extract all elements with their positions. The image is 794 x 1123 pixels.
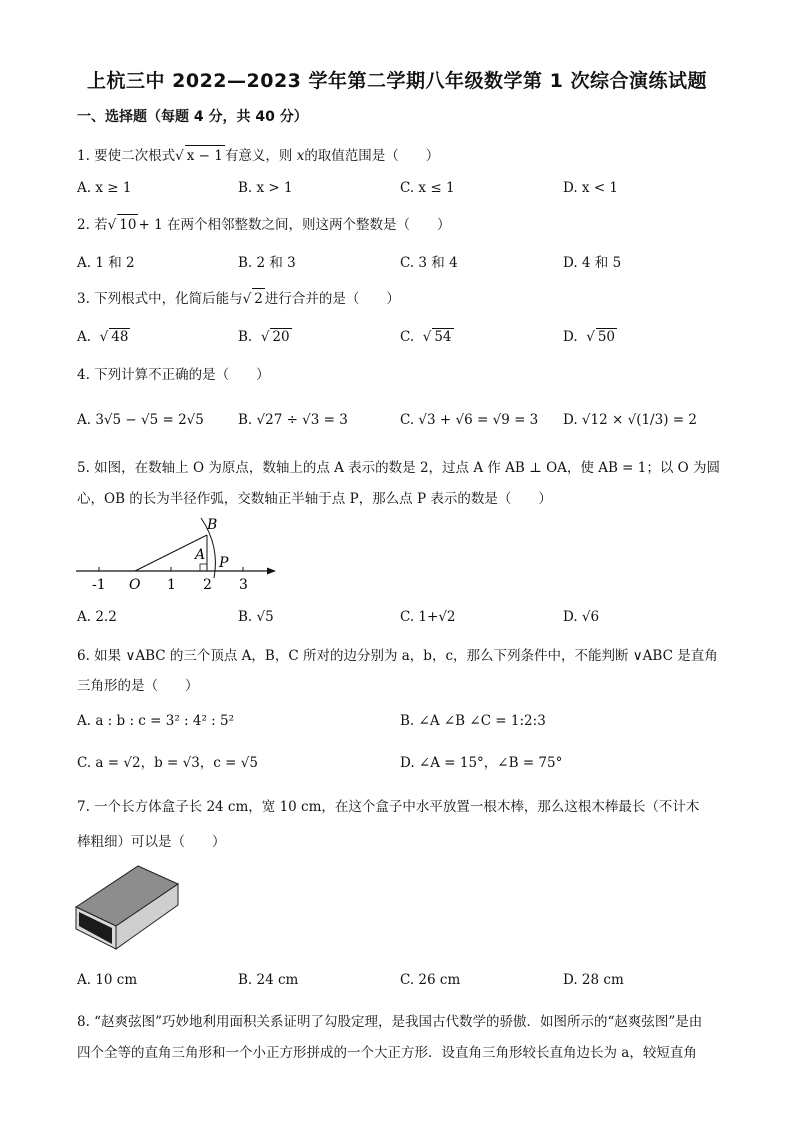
- question-6-line2: 三角形的是（ ）: [77, 678, 199, 694]
- q1-option-b: B. x > 1: [238, 180, 293, 196]
- question-8-line2: 四个全等的直角三角形和一个小正方形拼成的一个大正方形．设直角三角形较长直角边长为 a，较短直角: [77, 1045, 697, 1061]
- label-1: 1: [167, 577, 176, 593]
- question-7-line1: 7. 一个长方体盒子长 24 cm，宽 10 cm，在这个盒子中水平放置一根木棒，那么这根木棒最长（不计木: [77, 799, 700, 815]
- sqrt-icon: √: [175, 148, 184, 164]
- q1-stem-b: 有意义，则: [224, 148, 293, 164]
- question-6-line1: 6. 如果 ∨ABC 的三个顶点 A，B，C 所对的边分别为 a，b，c，那么下列条件中，不能判断 ∨ABC 是直角: [77, 648, 718, 664]
- section-heading: 一、选择题（每题 4 分，共 40 分）: [77, 109, 308, 125]
- question-8-line1: 8. “赵爽弦图”巧妙地利用面积关系证明了勾股定理，是我国古代数学的骄傲．如图所示的“赵爽弦图”是由: [77, 1014, 703, 1030]
- q1-option-c: C. x ≤ 1: [400, 180, 455, 196]
- q3-radicand-a: 48: [111, 329, 129, 345]
- label-A: A: [195, 547, 206, 563]
- q3-label-a: A.: [77, 329, 92, 345]
- q7-option-b: B. 24 cm: [238, 972, 299, 988]
- q3-option-b: B. √ 20: [238, 329, 290, 345]
- q6-option-b: B. ∠A ∠B ∠C = 1:2:3: [400, 713, 546, 729]
- axis-arrow-icon: [267, 568, 276, 575]
- q3-radicand-c: 54: [434, 329, 452, 345]
- label-minus1: -1: [92, 577, 106, 593]
- q1-radicand: x − 1: [185, 145, 225, 166]
- question-4: 4. 下列计算不正确的是（ ）: [77, 367, 270, 383]
- q3-stem-a: 3. 下列根式中，化简后能与: [77, 291, 243, 307]
- question-1: [77, 145, 439, 166]
- q3-label-b: B.: [238, 329, 253, 345]
- q3-radicand-d: 50: [597, 329, 616, 345]
- q4-option-d: D. √12 × √(1/3) = 2: [563, 412, 697, 428]
- q7-option-d: D. 28 cm: [563, 972, 624, 988]
- label-3: 3: [239, 577, 248, 593]
- label-P: P: [219, 555, 229, 571]
- q5-option-a: A. 2.2: [77, 609, 117, 625]
- question-2: [77, 214, 450, 235]
- label-B: B: [207, 517, 218, 533]
- q5-option-b: B. √5: [238, 609, 274, 625]
- q1-var: x: [296, 148, 305, 164]
- q3-option-c: C. √ 54: [400, 329, 452, 345]
- q2-option-a: A. 1 和 2: [77, 255, 135, 271]
- question-3: [77, 288, 400, 309]
- q4-option-a: A. 3√5 − √5 = 2√5: [77, 412, 204, 428]
- q1-option-d: D. x < 1: [563, 180, 619, 196]
- q2-radicand: 10: [117, 214, 138, 235]
- sqrt-icon: √: [107, 217, 117, 233]
- q5-option-c: C. 1+√2: [400, 609, 456, 625]
- q3-label-c: C.: [400, 329, 415, 345]
- q2-option-c: C. 3 和 4: [400, 255, 458, 271]
- q2-stem-a: 2. 若: [77, 217, 108, 233]
- q7-option-a: A. 10 cm: [77, 972, 138, 988]
- q3-label-d: D.: [563, 329, 578, 345]
- q2-option-b: B. 2 和 3: [238, 255, 296, 271]
- label-O: O: [129, 577, 141, 593]
- q6-option-d: D. ∠A = 15°，∠B = 75°: [400, 755, 563, 771]
- q3-option-a: A. √ 48: [77, 329, 129, 345]
- question-5-line1: 5. 如图，在数轴上 O 为原点，数轴上的点 A 表示的数是 2，过点 A 作 AB ⊥ OA，使 AB = 1；以 O 为圆: [77, 460, 721, 476]
- q2-option-d: D. 4 和 5: [563, 255, 622, 271]
- q3-radicand-b: 20: [272, 329, 290, 345]
- q3-option-d: D. √ 50: [563, 329, 616, 345]
- cuboid-box-figure: [72, 860, 222, 955]
- page-title: 上杭三中 2022—2023 学年第二学期八年级数学第 1 次综合演练试题: [87, 70, 707, 92]
- q1-stem-a: 1. 要使二次根式: [77, 148, 176, 164]
- q1-stem-c: 的取值范围是（ ）: [304, 148, 440, 164]
- q5-option-d: D. √6: [563, 609, 600, 625]
- number-line-figure: [70, 512, 285, 594]
- right-angle-mark: [200, 564, 207, 571]
- label-2: 2: [203, 577, 212, 593]
- q3-stem-b: 进行合并的是（ ）: [264, 291, 400, 307]
- question-5-line2: 心，OB 的长为半径作弧，交数轴正半轴于点 P，那么点 P 表示的数是（ ）: [77, 491, 552, 507]
- q1-option-a: A. x ≥ 1: [77, 180, 132, 196]
- question-7-line2: 棒粗细）可以是（ ）: [77, 834, 226, 850]
- q3-radicand: 2: [252, 288, 265, 309]
- q2-stem-b: + 1 在两个相邻整数之间，则这两个整数是（ ）: [138, 217, 451, 233]
- q6-option-a: A. a : b : c = 3² : 4² : 5²: [77, 713, 235, 729]
- sqrt-icon: √: [242, 291, 252, 307]
- q4-option-c: C. √3 + √6 = √9 = 3: [400, 412, 539, 428]
- q7-option-c: C. 26 cm: [400, 972, 461, 988]
- q4-option-b: B. √27 ÷ √3 = 3: [238, 412, 348, 428]
- q6-option-c: C. a = √2，b = √3，c = √5: [77, 755, 258, 771]
